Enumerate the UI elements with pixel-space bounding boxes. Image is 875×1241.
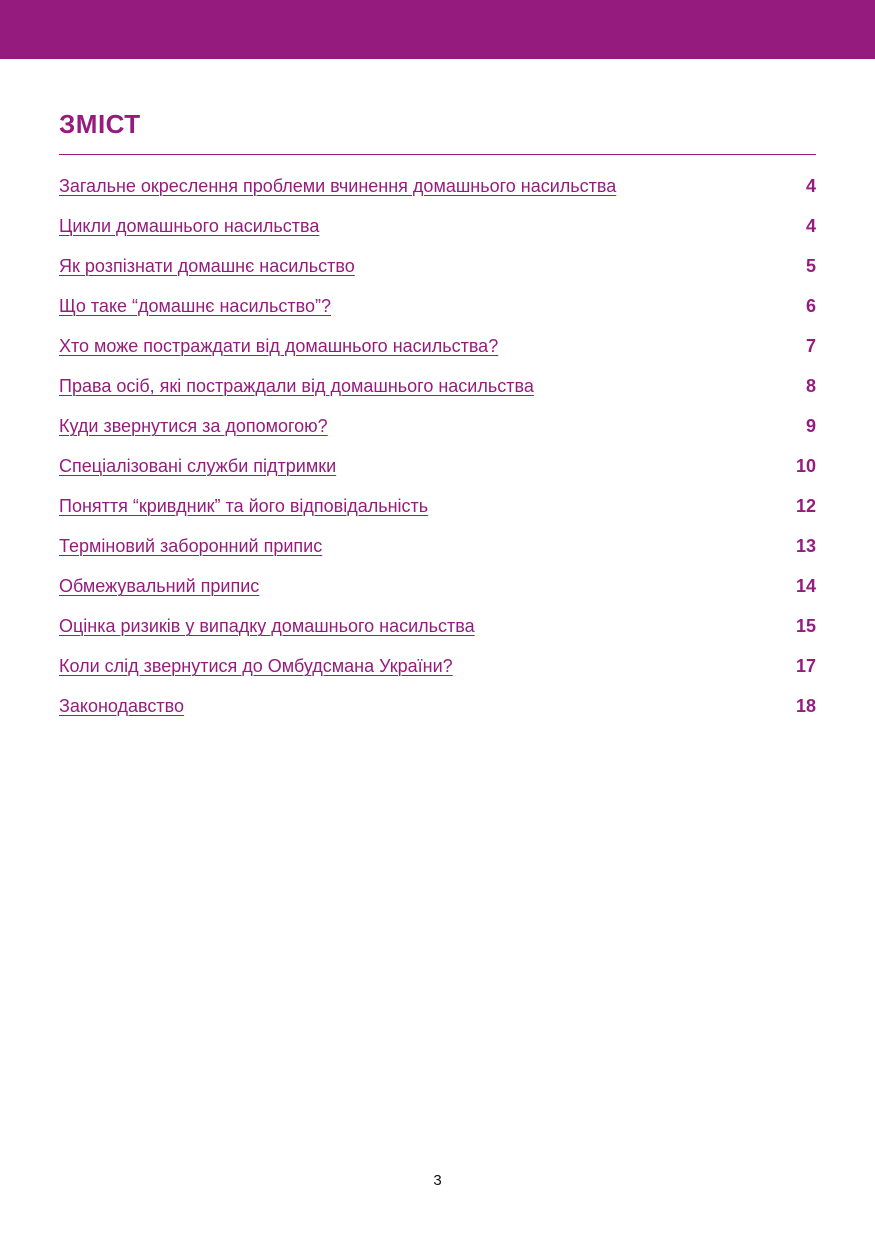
toc-entry — [59, 532, 816, 572]
toc-link[interactable]: Законодавство — [59, 696, 185, 716]
toc-page-number: 10 — [795, 456, 816, 476]
page-number: 3 — [433, 1172, 442, 1189]
toc-page-number: 13 — [795, 536, 816, 556]
toc-link[interactable]: Як розпізнати домашнє насильство — [59, 256, 355, 276]
toc-entry — [59, 332, 816, 372]
toc-page-number: 15 — [795, 616, 816, 636]
toc-entry — [59, 612, 816, 652]
toc-link[interactable]: Загальне окреслення проблеми вчинення домашнього насильства — [59, 176, 617, 196]
toc-link[interactable]: Спеціалізовані служби підтримки — [59, 456, 337, 476]
toc-link[interactable]: Коли слід звернутися до Омбудсмана України? — [59, 656, 453, 676]
toc-entry — [59, 492, 816, 532]
toc-entry — [59, 372, 816, 412]
toc-page-number: 14 — [795, 576, 816, 596]
toc-entry — [59, 212, 816, 252]
toc-title: ЗМІСТ — [59, 109, 141, 139]
toc-link[interactable]: Поняття “кривдник” та його відповідальність — [59, 496, 429, 516]
toc-entry — [59, 652, 816, 692]
toc-page-number: 6 — [805, 296, 816, 316]
toc-list — [59, 172, 816, 732]
toc-link[interactable]: Цикли домашнього насильства — [59, 216, 320, 236]
toc-entry — [59, 172, 816, 212]
toc-link[interactable]: Терміновий заборонний припис — [59, 536, 323, 556]
header-band — [0, 0, 875, 59]
toc-entry — [59, 692, 816, 732]
toc-entry — [59, 452, 816, 492]
toc-link[interactable]: Обмежувальний припис — [59, 576, 260, 596]
toc-page-number: 12 — [795, 496, 816, 516]
toc-entry — [59, 292, 816, 332]
toc-link[interactable]: Що таке “домашнє насильство”? — [59, 296, 331, 316]
toc-page-number: 4 — [805, 176, 816, 196]
toc-page-number: 17 — [795, 656, 816, 676]
toc-entry — [59, 412, 816, 452]
toc-link[interactable]: Права осіб, які постраждали від домашнього насильства — [59, 376, 534, 396]
toc-page-number: 9 — [805, 416, 816, 436]
toc-page-number: 18 — [795, 696, 816, 716]
toc-page-number: 4 — [805, 216, 816, 236]
toc-page-number: 5 — [805, 256, 816, 276]
toc-entry — [59, 252, 816, 292]
toc-page-number: 7 — [805, 336, 816, 356]
toc-link[interactable]: Хто може постраждати від домашнього насильства? — [59, 336, 499, 356]
toc-divider — [59, 154, 816, 155]
toc-link[interactable]: Оцінка ризиків у випадку домашнього насильства — [59, 616, 475, 636]
toc-entry — [59, 572, 816, 612]
toc-link[interactable]: Куди звернутися за допомогою? — [59, 416, 328, 436]
toc-page-number: 8 — [805, 376, 816, 396]
